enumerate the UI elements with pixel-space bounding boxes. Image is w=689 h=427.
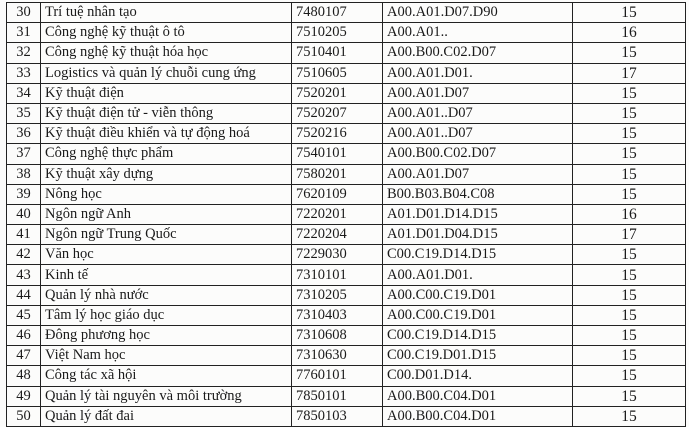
cutoff-score: 15: [573, 164, 686, 184]
subject-combinations: A00.B00.C04.D01: [383, 406, 573, 426]
major-name: Công nghệ kỹ thuật hóa học: [41, 43, 292, 63]
table-row: [7, 144, 686, 164]
row-number: 50: [7, 406, 41, 426]
subject-combinations: A00.A01.D07.D90: [383, 3, 573, 23]
subject-combinations: C00.C19.D14.D15: [383, 245, 573, 265]
subject-combinations: A00.A01.D07: [383, 83, 573, 103]
table-row: [7, 225, 686, 245]
row-number: 45: [7, 305, 41, 325]
cutoff-score: 15: [573, 103, 686, 123]
major-name: Kỹ thuật điện: [41, 83, 292, 103]
table-row: [7, 265, 686, 285]
table-body: [7, 3, 686, 427]
row-number: 37: [7, 144, 41, 164]
row-number: 33: [7, 63, 41, 83]
major-name: Trí tuệ nhân tạo: [41, 3, 292, 23]
row-number: 35: [7, 103, 41, 123]
subject-combinations: A00.A01..D07: [383, 124, 573, 144]
subject-combinations: A00.A01.D07: [383, 164, 573, 184]
subject-combinations: B00.B03.B04.C08: [383, 184, 573, 204]
table-row: [7, 245, 686, 265]
table-row: [7, 346, 686, 366]
table-row: [7, 326, 686, 346]
major-name: Công tác xã hội: [41, 366, 292, 386]
subject-combinations: A00.C00.C19.D01: [383, 305, 573, 325]
major-code: 7580201: [292, 164, 383, 184]
cutoff-score: 15: [573, 184, 686, 204]
major-code: 7850101: [292, 386, 383, 406]
major-code: 7510205: [292, 23, 383, 43]
subject-combinations: C00.C19.D14.D15: [383, 326, 573, 346]
major-name: Logistics và quản lý chuỗi cung ứng: [41, 63, 292, 83]
cutoff-score: 15: [573, 305, 686, 325]
cutoff-score: 15: [573, 326, 686, 346]
cutoff-score: 17: [573, 225, 686, 245]
table-row: [7, 63, 686, 83]
table-row: [7, 3, 686, 23]
row-number: 39: [7, 184, 41, 204]
subject-combinations: A00.C00.C19.D01: [383, 285, 573, 305]
cutoff-score: 15: [573, 285, 686, 305]
cutoff-score: 16: [573, 204, 686, 224]
major-code: 7850103: [292, 406, 383, 426]
cutoff-score: 16: [573, 23, 686, 43]
cutoff-score: 15: [573, 43, 686, 63]
row-number: 31: [7, 23, 41, 43]
table-row: [7, 406, 686, 426]
major-name: Công nghệ thực phẩm: [41, 144, 292, 164]
subject-combinations: A00.B00.C04.D01: [383, 386, 573, 406]
major-code: 7310630: [292, 346, 383, 366]
row-number: 38: [7, 164, 41, 184]
major-code: 7310608: [292, 326, 383, 346]
row-number: 44: [7, 285, 41, 305]
major-code: 7520207: [292, 103, 383, 123]
major-name: Ngôn ngữ Anh: [41, 204, 292, 224]
major-code: 7220204: [292, 225, 383, 245]
major-name: Kinh tế: [41, 265, 292, 285]
major-code: 7760101: [292, 366, 383, 386]
major-name: Quản lý tài nguyên và môi trường: [41, 386, 292, 406]
row-number: 49: [7, 386, 41, 406]
table-row: [7, 83, 686, 103]
major-name: Quản lý đất đai: [41, 406, 292, 426]
row-number: 30: [7, 3, 41, 23]
cutoff-score: 15: [573, 406, 686, 426]
table-row: [7, 366, 686, 386]
table-row: [7, 23, 686, 43]
subject-combinations: A00.A01.D01.: [383, 63, 573, 83]
major-name: Kỹ thuật điều khiển và tự động hoá: [41, 124, 292, 144]
major-code: 7310403: [292, 305, 383, 325]
table-row: [7, 43, 686, 63]
major-name: Đông phương học: [41, 326, 292, 346]
subject-combinations: A00.B00.C02.D07: [383, 43, 573, 63]
row-number: 41: [7, 225, 41, 245]
cutoff-score: 15: [573, 3, 686, 23]
subject-combinations: A00.A01.D01.: [383, 265, 573, 285]
major-name: Quản lý nhà nước: [41, 285, 292, 305]
row-number: 47: [7, 346, 41, 366]
table-row: [7, 386, 686, 406]
major-code: 7620109: [292, 184, 383, 204]
cutoff-score: 15: [573, 144, 686, 164]
subject-combinations: C00.D01.D14.: [383, 366, 573, 386]
major-code: 7520201: [292, 83, 383, 103]
row-number: 40: [7, 204, 41, 224]
cutoff-score: 15: [573, 386, 686, 406]
major-code: 7510401: [292, 43, 383, 63]
cutoff-score: 15: [573, 245, 686, 265]
row-number: 36: [7, 124, 41, 144]
table-row: [7, 285, 686, 305]
row-number: 43: [7, 265, 41, 285]
row-number: 34: [7, 83, 41, 103]
major-name: Việt Nam học: [41, 346, 292, 366]
major-code: 7229030: [292, 245, 383, 265]
major-name: Văn học: [41, 245, 292, 265]
major-code: 7510605: [292, 63, 383, 83]
cutoff-score: 15: [573, 346, 686, 366]
major-code: 7220201: [292, 204, 383, 224]
major-name: Ngôn ngữ Trung Quốc: [41, 225, 292, 245]
subject-combinations: C00.C19.D01.D15: [383, 346, 573, 366]
subject-combinations: A00.A01..: [383, 23, 573, 43]
table-row: [7, 204, 686, 224]
major-name: Công nghệ kỹ thuật ô tô: [41, 23, 292, 43]
cutoff-score: 15: [573, 83, 686, 103]
row-number: 48: [7, 366, 41, 386]
table-row: [7, 305, 686, 325]
major-code: 7520216: [292, 124, 383, 144]
subject-combinations: A01.D01.D14.D15: [383, 204, 573, 224]
subject-combinations: A00.B00.C02.D07: [383, 144, 573, 164]
major-name: Nông học: [41, 184, 292, 204]
major-code: 7310101: [292, 265, 383, 285]
table-row: [7, 184, 686, 204]
row-number: 42: [7, 245, 41, 265]
row-number: 46: [7, 326, 41, 346]
cutoff-score: 15: [573, 124, 686, 144]
table-row: [7, 124, 686, 144]
major-name: Tâm lý học giáo dục: [41, 305, 292, 325]
admission-score-table: [6, 2, 686, 427]
cutoff-score: 15: [573, 366, 686, 386]
major-code: 7310205: [292, 285, 383, 305]
major-name: Kỹ thuật điện tử - viễn thông: [41, 103, 292, 123]
major-code: 7480107: [292, 3, 383, 23]
table-row: [7, 103, 686, 123]
row-number: 32: [7, 43, 41, 63]
cutoff-score: 15: [573, 265, 686, 285]
subject-combinations: A00.A01..D07: [383, 103, 573, 123]
table-row: [7, 164, 686, 184]
subject-combinations: A01.D01.D04.D15: [383, 225, 573, 245]
major-name: Kỹ thuật xây dựng: [41, 164, 292, 184]
major-code: 7540101: [292, 144, 383, 164]
cutoff-score: 17: [573, 63, 686, 83]
